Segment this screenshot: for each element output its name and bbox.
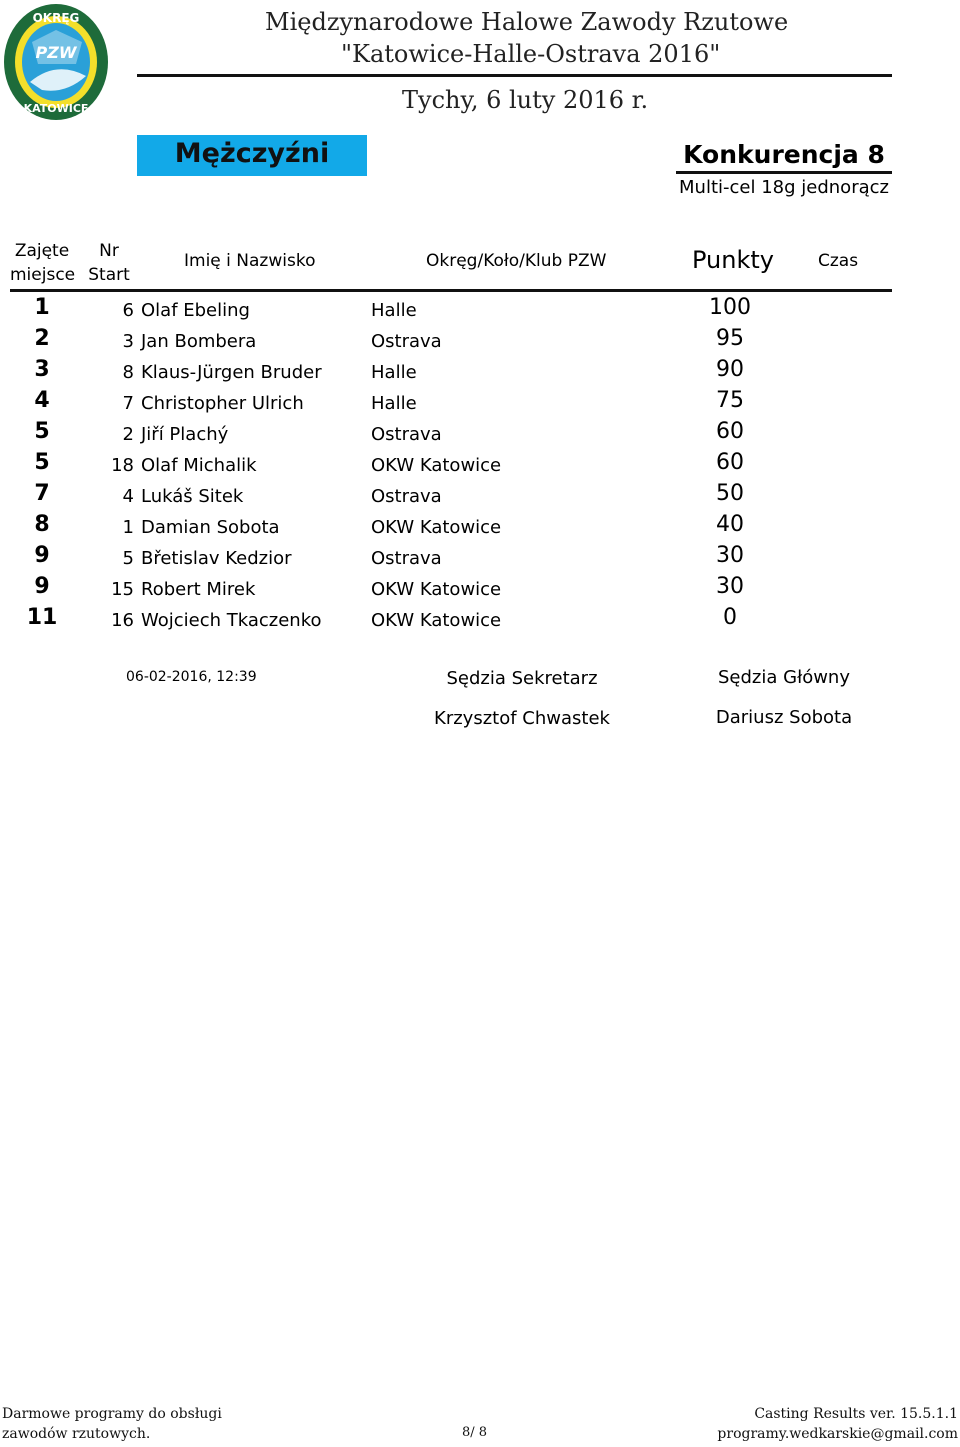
table-row bbox=[0, 450, 960, 481]
secretary-judge-title: Sędzia Sekretarz bbox=[446, 668, 598, 689]
column-header-nr-line2: Start bbox=[88, 265, 130, 285]
name-cell: Jan Bombera bbox=[141, 331, 257, 352]
rank-cell: 2 bbox=[34, 326, 50, 351]
chief-judge-name: Dariusz Sobota bbox=[715, 707, 853, 728]
points-cell: 75 bbox=[716, 388, 744, 413]
start-number-cell: 3 bbox=[122, 331, 134, 352]
footer-right-line2: programy.wedkarskie@gmail.com bbox=[717, 1426, 958, 1442]
column-header-rank bbox=[10, 239, 74, 287]
points-cell: 90 bbox=[716, 357, 744, 382]
competition-divider bbox=[676, 171, 892, 174]
footer-right-line1: Casting Results ver. 15.5.1.1 bbox=[754, 1406, 958, 1422]
name-cell: Jiří Plachý bbox=[141, 424, 229, 445]
rank-cell: 4 bbox=[34, 388, 50, 413]
rank-cell: 3 bbox=[34, 357, 50, 382]
points-cell: 95 bbox=[716, 326, 744, 351]
club-cell: Ostrava bbox=[371, 424, 442, 445]
chief-judge-title: Sędzia Główny bbox=[718, 667, 850, 688]
points-cell: 0 bbox=[723, 605, 737, 630]
table-row bbox=[0, 574, 960, 605]
name-cell: Damian Sobota bbox=[141, 517, 280, 538]
competition-subtitle: Multi-cel 18g jednorącz bbox=[679, 177, 889, 198]
start-number-cell: 7 bbox=[122, 393, 134, 414]
name-cell: Břetislav Kedzior bbox=[141, 548, 292, 569]
name-cell: Wojciech Tkaczenko bbox=[141, 610, 322, 631]
footer-left-line1: Darmowe programy do obsługi bbox=[2, 1406, 222, 1422]
points-cell: 30 bbox=[716, 543, 744, 568]
logo-text-bottom: KATOWICE bbox=[23, 102, 89, 115]
start-number-cell: 8 bbox=[122, 362, 134, 383]
start-number-cell: 16 bbox=[111, 610, 134, 631]
competition-title: Konkurencja 8 bbox=[683, 140, 885, 169]
start-number-cell: 15 bbox=[111, 579, 134, 600]
header-divider bbox=[137, 74, 892, 77]
table-row bbox=[0, 388, 960, 419]
rank-cell: 7 bbox=[34, 481, 50, 506]
club-cell: OKW Katowice bbox=[371, 610, 502, 631]
results-table bbox=[0, 295, 960, 636]
name-cell: Christopher Ulrich bbox=[141, 393, 304, 414]
rank-cell: 9 bbox=[34, 574, 50, 599]
club-cell: Ostrava bbox=[371, 331, 442, 352]
club-cell: Ostrava bbox=[371, 486, 442, 507]
points-cell: 50 bbox=[716, 481, 744, 506]
start-number-cell: 4 bbox=[122, 486, 134, 507]
points-cell: 40 bbox=[716, 512, 744, 537]
table-header-divider bbox=[10, 289, 892, 292]
name-cell: Robert Mirek bbox=[141, 579, 256, 600]
secretary-judge-name: Krzysztof Chwastek bbox=[434, 708, 610, 729]
category-label: Mężczyźni bbox=[174, 138, 330, 169]
club-cell: Halle bbox=[371, 362, 417, 383]
table-row bbox=[0, 481, 960, 512]
start-number-cell: 18 bbox=[111, 455, 134, 476]
rank-cell: 8 bbox=[34, 512, 50, 537]
rank-cell: 1 bbox=[34, 295, 50, 320]
rank-cell: 5 bbox=[34, 450, 50, 475]
location-date: Tychy, 6 luty 2016 r. bbox=[402, 86, 649, 114]
name-cell: Olaf Ebeling bbox=[141, 300, 250, 321]
club-cell: Halle bbox=[371, 300, 417, 321]
table-row bbox=[0, 512, 960, 543]
event-title-line1: Międzynarodowe Halowe Zawody Rzutowe bbox=[265, 8, 789, 36]
start-number-cell: 5 bbox=[122, 548, 134, 569]
club-cell: Ostrava bbox=[371, 548, 442, 569]
column-header-nr-line1: Nr bbox=[99, 241, 119, 261]
logo-text-center: PZW bbox=[35, 43, 77, 62]
table-row bbox=[0, 543, 960, 574]
table-row bbox=[0, 419, 960, 450]
start-number-cell: 1 bbox=[122, 517, 134, 538]
points-cell: 60 bbox=[716, 450, 744, 475]
club-cell: OKW Katowice bbox=[371, 517, 502, 538]
start-number-cell: 6 bbox=[122, 300, 134, 321]
column-header-points: Punkty bbox=[692, 246, 774, 274]
start-number-cell: 2 bbox=[122, 424, 134, 445]
club-cell: OKW Katowice bbox=[371, 579, 502, 600]
table-row bbox=[0, 605, 960, 636]
column-header-nr bbox=[87, 239, 131, 287]
rank-cell: 5 bbox=[34, 419, 50, 444]
name-cell: Olaf Michalik bbox=[141, 455, 257, 476]
timestamp: 06-02-2016, 12:39 bbox=[126, 669, 257, 685]
name-cell: Lukáš Sitek bbox=[141, 486, 244, 507]
page-number: 8/ 8 bbox=[462, 1425, 488, 1440]
rank-cell: 9 bbox=[34, 543, 50, 568]
column-header-name: Imię i Nazwisko bbox=[184, 251, 316, 271]
points-cell: 60 bbox=[716, 419, 744, 444]
footer-left-line2: zawodów rzutowych. bbox=[2, 1426, 151, 1442]
logo-text-top: OKRĘG bbox=[32, 11, 80, 25]
rank-cell: 11 bbox=[26, 605, 58, 630]
points-cell: 30 bbox=[716, 574, 744, 599]
okreg-katowice-logo bbox=[2, 2, 110, 122]
event-title-line2: "Katowice-Halle-Ostrava 2016" bbox=[341, 40, 721, 68]
table-row bbox=[0, 295, 960, 326]
name-cell: Klaus-Jürgen Bruder bbox=[141, 362, 322, 383]
column-header-time: Czas bbox=[818, 251, 859, 271]
column-header-club: Okręg/Koło/Klub PZW bbox=[426, 251, 607, 271]
column-header-rank-line1: Zajęte bbox=[14, 241, 70, 261]
points-cell: 100 bbox=[709, 295, 751, 320]
table-row bbox=[0, 357, 960, 388]
column-header-rank-line2: miejsce bbox=[10, 265, 76, 285]
club-cell: Halle bbox=[371, 393, 417, 414]
club-cell: OKW Katowice bbox=[371, 455, 502, 476]
table-row bbox=[0, 326, 960, 357]
